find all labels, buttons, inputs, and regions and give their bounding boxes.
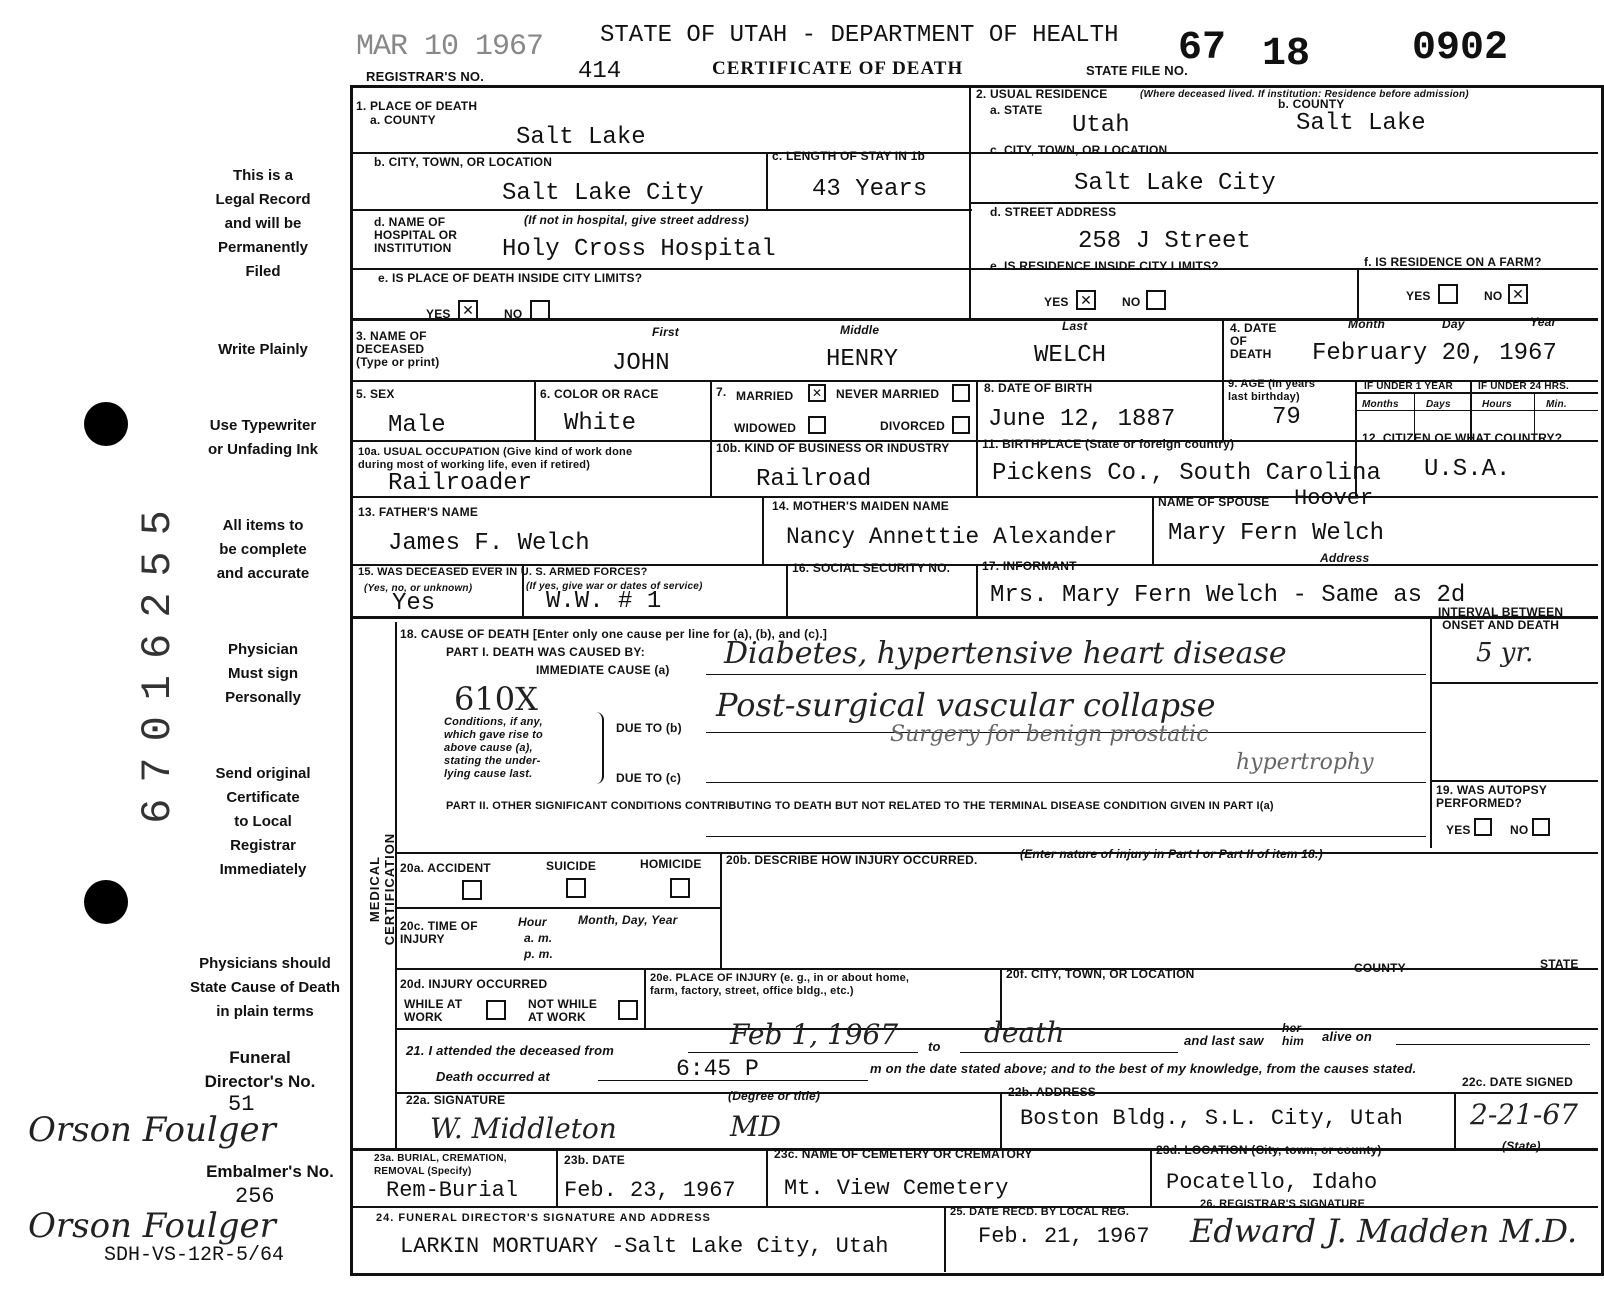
months-label: Months (1362, 399, 1399, 410)
residence-inside-yes-checkbox[interactable]: ✕ (1076, 290, 1096, 310)
describe-injury-note: (Enter nature of injury in Part I or Part II of item 18.) (1020, 847, 1323, 861)
armed-forces-label: 15. WAS DECEASED EVER IN U. S. ARMED FORCES? (358, 566, 648, 578)
date-signed: 2-21-67 (1470, 1098, 1578, 1131)
punch-hole-bottom (84, 880, 128, 924)
widowed-label: WIDOWED (734, 421, 797, 435)
spouse-name: Mary Fern Welch (1168, 520, 1385, 547)
state-file-year: 67 (1178, 26, 1227, 71)
residence-city: Salt Lake City (1074, 170, 1276, 197)
send-original-note: Send original Certificate to Local Registrar Immediately (215, 765, 311, 878)
armed-war-sub: (If yes, give war or dates of service) (526, 581, 703, 592)
not-while-at-work-label: NOT WHILE AT WORK (528, 997, 598, 1024)
farm-label: f. IS RESIDENCE ON A FARM? (1364, 255, 1542, 269)
physician-signature: W. Middleton (430, 1112, 617, 1145)
registrar-signature: Edward J. Madden M.D. (1190, 1212, 1578, 1250)
time-of-injury-label: 20c. TIME OF INJURY (400, 919, 478, 946)
residence-county-label: b. COUNTY (1278, 97, 1345, 111)
middle-name-label: Middle (840, 323, 880, 337)
pm-label: p. m. (524, 947, 554, 961)
her-him-label: her him (1282, 1021, 1304, 1048)
due-to-c-label: DUE TO (c) (616, 771, 682, 785)
funeral-director-no-label: Funeral Director's No. (204, 1048, 316, 1091)
registrar-no: 414 (578, 58, 622, 85)
stated-text: m on the date stated above; and to the best of my knowledge, from the causes stated. (870, 1061, 1417, 1076)
cause-b: Post-surgical vascular collapse (716, 686, 1216, 724)
farm-yes-checkbox[interactable] (1438, 284, 1458, 304)
sex-label: 5. SEX (356, 387, 395, 401)
hospital-name: Holy Cross Hospital (502, 236, 776, 263)
date-of-birth: June 12, 1887 (988, 406, 1176, 433)
injury-city-label: 20f. CITY, TOWN, OR LOCATION (1006, 967, 1195, 981)
deceased-name-label: 3. NAME OF DECEASED (Type or print) (356, 329, 440, 369)
interval-label: INTERVAL BETWEEN ONSET AND DEATH (1438, 605, 1564, 632)
never-married-label: NEVER MARRIED (836, 387, 940, 401)
month-label: Month (1348, 317, 1385, 331)
hospital-note: (If not in hospital, give street address) (524, 213, 749, 227)
embalmer-no: 256 (235, 1184, 275, 1209)
hours-label: Hours (1482, 399, 1512, 410)
vertical-serial-number: 67016255 (134, 494, 182, 824)
last-name: WELCH (1034, 342, 1107, 369)
punch-hole-top (84, 402, 128, 446)
disposition-label: 23a. BURIAL, CREMATION, REMOVAL (Specify) (374, 1153, 507, 1177)
funeral-director: LARKIN MORTUARY -Salt Lake City, Utah (400, 1234, 889, 1259)
death-city-label: b. CITY, TOWN, OR LOCATION (374, 155, 553, 169)
age: 79 (1272, 404, 1301, 431)
attended-from: Feb 1, 1967 (730, 1018, 899, 1051)
date-signed-label: 22c. DATE SIGNED (1462, 1075, 1574, 1089)
mdy-label: Month, Day, Year (578, 913, 678, 927)
not-while-at-work-checkbox[interactable] (618, 1000, 638, 1020)
business-label: 10b. KIND OF BUSINESS OR INDUSTRY (716, 441, 950, 455)
residence-city-label: c. CITY, TOWN, OR LOCATION (990, 143, 1168, 157)
race-label: 6. COLOR OR RACE (540, 387, 659, 401)
residence-county: Salt Lake (1296, 110, 1426, 137)
middle-name: HENRY (826, 346, 899, 373)
min-label: Min. (1546, 399, 1567, 410)
burial-location: Pocatello, Idaho (1166, 1170, 1378, 1195)
residence-inside-yes-label: YES (1044, 295, 1069, 309)
part-1-label: PART I. DEATH WAS CAUSED BY: (446, 645, 645, 659)
received-date-stamp: MAR 10 1967 (356, 30, 544, 64)
death-inside-yes-checkbox[interactable]: ✕ (458, 300, 478, 320)
year-label: Year (1530, 315, 1557, 329)
war-service: W.W. # 1 (546, 588, 662, 615)
street-address: 258 J Street (1078, 228, 1251, 255)
informant: Mrs. Mary Fern Welch - Same as 2d (990, 582, 1466, 609)
first-name: JOHN (612, 350, 670, 377)
legal-record-note: This is a Legal Record and will be Permanently Filed (215, 167, 311, 280)
divorced-label: DIVORCED (880, 419, 945, 433)
physician-address: Boston Bldg., S.L. City, Utah (1020, 1106, 1403, 1131)
burial-date: Feb. 23, 1967 (564, 1178, 736, 1203)
spouse-label: NAME OF SPOUSE (1158, 495, 1270, 509)
days-label: Days (1426, 399, 1451, 410)
citizen-label: 12. CITIZEN OF WHAT COUNTRY? (1362, 431, 1563, 445)
death-inside-no-label: NO (504, 307, 523, 321)
armed-forces: Yes (392, 590, 436, 617)
birthplace: Pickens Co., South Carolina (992, 460, 1381, 487)
while-at-work-checkbox[interactable] (486, 1000, 506, 1020)
state-file-number: 0902 (1412, 26, 1509, 71)
autopsy-yes-checkbox[interactable] (1474, 818, 1492, 836)
cemetery: Mt. View Cemetery (784, 1176, 1009, 1201)
physician-sign-note: Physician Must sign Personally (225, 641, 301, 706)
under-1-year-label: IF UNDER 1 YEAR (1364, 381, 1453, 392)
hour-label: Hour (518, 915, 547, 929)
day-label: Day (1442, 317, 1465, 331)
write-plainly-note: Write Plainly (218, 341, 308, 358)
last-name-label: Last (1062, 319, 1088, 333)
attended-to: death (984, 1016, 1065, 1049)
suicide-label: SUICIDE (546, 859, 597, 873)
attended-label: 21. I attended the deceased from (406, 1043, 614, 1058)
date-of-birth-label: 8. DATE OF BIRTH (984, 381, 1093, 395)
form-number: SDH-VS-12R-5/64 (104, 1244, 285, 1267)
cause-of-death-label: 18. CAUSE OF DEATH [Enter only one cause per line for (a), (b), and (c).] (400, 627, 828, 641)
state-file-label: STATE FILE NO. (1086, 63, 1188, 78)
under-24-hrs-label: IF UNDER 24 HRS. (1478, 381, 1569, 392)
form-title: STATE OF UTAH - DEPARTMENT OF HEALTH (600, 22, 1119, 49)
conditions-note: Conditions, if any, which gave rise to above cause (a), stating the under- lying cause last. (444, 716, 543, 780)
autopsy-yes-label: YES (1446, 823, 1471, 837)
death-certificate-page: This is a Legal Record and will be Permanently Filed Write Plainly Use Typewriter or Unfading Ink All items to be complete and accurate Physician Must sign Personally Send original Certificate to Local Registrar Immediately Physicians should State Cause of Death in plain terms Funeral Director's No. 51 Orson Foulger Embalmer's No. 256 Orson Foulger SDH-VS-12R-5/64 67016255 MAR 10 1967 REGISTRAR'S NO. 414 STATE OF UTAH - DEPARTMENT OF HEALTH CERTIFICATE OF DEATH STATE FILE NO. 67 18 0902 MEDICAL CERTIFICATION 1. PLACE OF DEATH a. COUNTY Salt Lake b. CITY, TOWN, OR LOCATION Salt Lake City c. LENGTH OF STAY IN 1b 43 Years d. NAME OF HOSPITAL OR INSTITUTION (If not in hospital, give street address) Holy Cross Hospital e. IS PLACE OF DEATH INSIDE CITY LIMITS? YES ✕ NO 2. USUAL RESIDENCE (Where deceased lived. If institution: Residence before admission) a. STATE Utah b. COUNTY Salt Lake c. CITY, TOWN, OR LOCATION Salt Lake City d. STREET ADDRESS 258 J Street e. IS RESIDENCE INSIDE CITY LIMITS? YES ✕ NO f. IS RESIDENCE ON A FARM? YES NO ✕ 3. NAME OF DECEASED (Type or print) First Middle Last JOHN HENRY WELCH 4. DATE OF DEATH Month Day Year February 20, 1967 5. SEX Male 6. COLOR OR RACE White 7. MARRIED ✕ NEVER MARRIED WIDOWED DIVORCED 8. DATE OF BIRTH June 12, 1887 9. AGE (In years last birthday) 79 IF UNDER 1 YEAR IF UNDER 24 HRS. Months Days Hours Min. 10a. USUAL OCCUPATION (Give kind of work done during most of working life, even if retired) Railroader 10b. KIND OF BUSINESS OR INDUSTRY Railroad 11. BIRTHPLACE (State or foreign country) Pickens Co., South Carolina 12. CITIZEN OF WHAT COUNTRY? U.S.A. 13. FATHER'S NAME James F. Welch 14. MOTHER'S MAIDEN NAME Nancy Annettie Alexander NAME OF SPOUSE Hoover Mary Fern Welch Address 15. WAS DECEASED EVER IN U. S. ARMED FORCES? (Yes, no, or unknown) (If yes, give war or dates of service) Yes W.W. # 1 16. SOCIAL SECURITY NO. 17. INFORMANT Mrs. Mary Fern Welch - Same as 2d 18. CAUSE OF DEATH [Enter only one cause per line for (a), (b), and (c).] PART I. DEATH WAS CAUSED BY: IMMEDIATE CAUSE (a) Diabetes, hypertensive heart disease INTERVAL BETWEEN ONSET AND DEATH 5 yr. 610X Conditions, if any, which gave rise to above cause (a), stating the under- lying cause last. DUE TO (b) Post-surgical vascular collapse Surgery for benign prostatic hypertrophy DUE TO (c) PART II. OTHER SIGNIFICANT CONDITIONS CONTRIBUTING TO DEATH BUT NOT RELATED TO THE TERMINAL DISEASE CONDITION GIVEN IN PART I(a) 19. WAS AUTOPSY PERFORMED? YES NO 20a. ACCIDENT SUICIDE HOMICIDE 20b. DESCRIBE HOW INJURY OCCURRED. (Enter nature of injury in Part I or Part II of item 18.) 20c. TIME OF INJURY Hour a. m. p. m. Month, Day, Year 20d. INJURY OCCURRED WHILE AT WORK NOT WHILE AT WORK 20e. PLACE OF INJURY (e. g., in or about home, farm, factory, street, office bldg., etc.) 20f. CITY, TOWN, OR LOCATION COUNTY STATE 21. I attended the deceased from Feb 1, 1967 to death and last saw her him alive on Death occurred at 6:45 P m on the date stated above; and to the best of my knowledge, from the causes stated. 22a. SIGNATURE (Degree or title) W. Middleton MD 22b. ADDRESS Boston Bldg., S.L. City, Utah 22c. DATE SIGNED 2-21-67 23a. BURIAL, CREMATION, REMOVAL (Specify) Rem-Burial 23b. DATE Feb. 23, 1967 23c. NAME OF CEMETERY OR CREMATORY Mt. View Cemetery 23d. LOCATION (City, town, or county) (State) Pocatello, Idaho 24. FUNERAL DIRECTOR'S SIGNATURE AND ADDRESS LARKIN MORTUARY -Salt Lake City, Utah 25. DATE RECD. BY LOCAL REG. Feb. 21, 1967 26. REGISTRAR'S SIGNATURE Edward J. Madden M.D. (0, 0, 1604, 1290)
immediate-cause-label: IMMEDIATE CAUSE (a) (536, 663, 670, 677)
immediate-cause: Diabetes, hypertensive heart disease (724, 636, 1287, 671)
first-name-label: First (652, 325, 680, 339)
farm-no-checkbox[interactable]: ✕ (1508, 284, 1528, 304)
residence-state-label: a. STATE (990, 103, 1043, 117)
occupation-label: 10a. USUAL OCCUPATION (Give kind of work done during most of working life, even if retired) (358, 446, 633, 471)
residence-label: 2. USUAL RESIDENCE (976, 87, 1108, 101)
death-city: Salt Lake City (502, 180, 704, 207)
burial-date-label: 23b. DATE (564, 1153, 625, 1167)
address-label: 22b. ADDRESS (1008, 1085, 1096, 1099)
injury-occurred-label: 20d. INJURY OCCURRED (400, 977, 548, 991)
place-of-injury-label: 20e. PLACE OF INJURY (e. g., in or about home, farm, factory, street, office bldg., etc.) (650, 972, 910, 997)
armed-forces-sub: (Yes, no, or unknown) (364, 583, 473, 594)
funeral-director-signature: Orson Foulger (28, 1110, 276, 1150)
registrar-no-label: REGISTRAR'S NO. (366, 69, 485, 84)
street-address-label: d. STREET ADDRESS (990, 205, 1117, 219)
medical-certification-label: MEDICAL CERTIFICATION (367, 832, 397, 946)
death-inside-no-checkbox[interactable] (530, 300, 550, 320)
ssn-label: 16. SOCIAL SECURITY NO. (792, 561, 951, 575)
citizen: U.S.A. (1424, 456, 1511, 483)
burial-location-label: 23d. LOCATION (City, town, or county) (1156, 1143, 1382, 1157)
homicide-label: HOMICIDE (640, 857, 702, 871)
residence-state: Utah (1072, 112, 1130, 139)
funeral-director-no: 51 (228, 1092, 255, 1117)
spouse-maiden-insert: Hoover (1294, 486, 1374, 511)
injury-state-label: STATE (1540, 957, 1579, 971)
residence-inside-no-checkbox[interactable] (1146, 290, 1166, 310)
married-checkbox[interactable]: ✕ (808, 384, 826, 402)
length-of-stay: 43 Years (812, 176, 928, 203)
part-2-label: PART II. OTHER SIGNIFICANT CONDITIONS CONTRIBUTING TO DEATH BUT NOT RELATED TO THE TERMINAL DISEASE CONDITION GIVEN IN PART I(a) (446, 800, 1274, 812)
last-saw-label: and last saw (1184, 1033, 1264, 1048)
date-received-label: 25. DATE RECD. BY LOCAL REG. (950, 1206, 1130, 1218)
accident-checkbox[interactable] (462, 880, 482, 900)
suicide-checkbox[interactable] (566, 878, 586, 898)
embalmer-no-label: Embalmer's No. (206, 1162, 334, 1181)
accident-label: 20a. ACCIDENT (400, 861, 491, 875)
residence-inside-no-label: NO (1122, 295, 1141, 309)
signature-label: 22a. SIGNATURE (406, 1093, 506, 1107)
occupation: Railroader (388, 470, 533, 497)
alive-on-label: alive on (1322, 1029, 1373, 1044)
place-of-death-label: 1. PLACE OF DEATH (356, 99, 478, 113)
length-of-stay-label: c. LENGTH OF STAY IN 1b (772, 149, 926, 163)
never-married-checkbox[interactable] (952, 384, 970, 402)
sex: Male (388, 412, 446, 439)
complete-note: All items to be complete and accurate (216, 517, 310, 582)
birthplace-label: 11. BIRTHPLACE (State or foreign country) (982, 437, 1235, 451)
date-received: Feb. 21, 1967 (978, 1224, 1150, 1249)
cause-code: 610X (454, 680, 538, 718)
physician-degree: MD (730, 1110, 782, 1143)
homicide-checkbox[interactable] (670, 878, 690, 898)
farm-yes-label: YES (1406, 289, 1431, 303)
disposition: Rem-Burial (386, 1178, 519, 1203)
burial-state-label: (State) (1502, 1139, 1541, 1153)
father-label: 13. FATHER'S NAME (358, 505, 479, 519)
business: Railroad (756, 466, 872, 493)
married-label: MARRIED (736, 389, 794, 403)
describe-injury-label: 20b. DESCRIBE HOW INJURY OCCURRED. (726, 853, 978, 867)
cemetery-label: 23c. NAME OF CEMETERY OR CREMATORY (774, 1147, 1033, 1161)
cause-plain-note: Physicians should State Cause of Death in plain terms (189, 955, 341, 1020)
autopsy-label: 19. WAS AUTOPSY PERFORMED? (1436, 783, 1548, 810)
death-county-label: a. COUNTY (370, 113, 436, 127)
death-county: Salt Lake (516, 124, 646, 151)
state-file-district: 18 (1262, 32, 1311, 77)
death-time: 6:45 P (676, 1056, 759, 1082)
residence-inside-label: e. IS RESIDENCE INSIDE CITY LIMITS? (990, 259, 1219, 273)
spouse-address-label: Address (1320, 551, 1370, 565)
funeral-director-label: 24. FUNERAL DIRECTOR'S SIGNATURE AND ADDRESS (376, 1212, 711, 1224)
while-at-work-label: WHILE AT WORK (404, 997, 463, 1024)
age-label: 9. AGE (In years last birthday) (1228, 378, 1316, 403)
father-name: James F. Welch (388, 530, 590, 557)
cause-b-line-2: Surgery for benign prostatic (890, 722, 1209, 747)
divorced-checkbox[interactable] (952, 416, 970, 434)
autopsy-no-checkbox[interactable] (1532, 818, 1550, 836)
due-to-b-label: DUE TO (b) (616, 721, 682, 735)
widowed-checkbox[interactable] (808, 416, 826, 434)
embalmer-signature: Orson Foulger (28, 1206, 276, 1246)
mother-label: 14. MOTHER'S MAIDEN NAME (772, 499, 950, 513)
date-of-death-label: 4. DATE OF DEATH (1230, 321, 1277, 361)
residence-note: (Where deceased lived. If institution: Residence before admission) (1140, 89, 1469, 100)
hospital-label: d. NAME OF HOSPITAL OR INSTITUTION (374, 215, 458, 255)
death-occurred-at-label: Death occurred at (436, 1069, 550, 1084)
registrar-signature-label: 26. REGISTRAR'S SIGNATURE (1200, 1198, 1366, 1210)
date-of-death: February 20, 1967 (1312, 340, 1557, 367)
cause-b-line-3: hypertrophy (1236, 750, 1374, 775)
form-subtitle: CERTIFICATE OF DEATH (712, 58, 964, 79)
autopsy-no-label: NO (1510, 823, 1529, 837)
farm-no-label: NO (1484, 289, 1503, 303)
am-label: a. m. (524, 931, 553, 945)
interval: 5 yr. (1476, 638, 1534, 668)
death-inside-limits-label: e. IS PLACE OF DEATH INSIDE CITY LIMITS? (378, 271, 643, 285)
informant-label: 17. INFORMANT (982, 559, 1077, 573)
degree-label: (Degree or title) (728, 1089, 821, 1103)
typewriter-note: Use Typewriter or Unfading Ink (208, 417, 318, 458)
injury-county-label: COUNTY (1354, 961, 1406, 975)
mother-name: Nancy Annettie Alexander (786, 524, 1118, 550)
death-inside-yes-label: YES (426, 307, 451, 321)
race: White (564, 410, 637, 437)
attended-to-label: to (928, 1039, 941, 1054)
